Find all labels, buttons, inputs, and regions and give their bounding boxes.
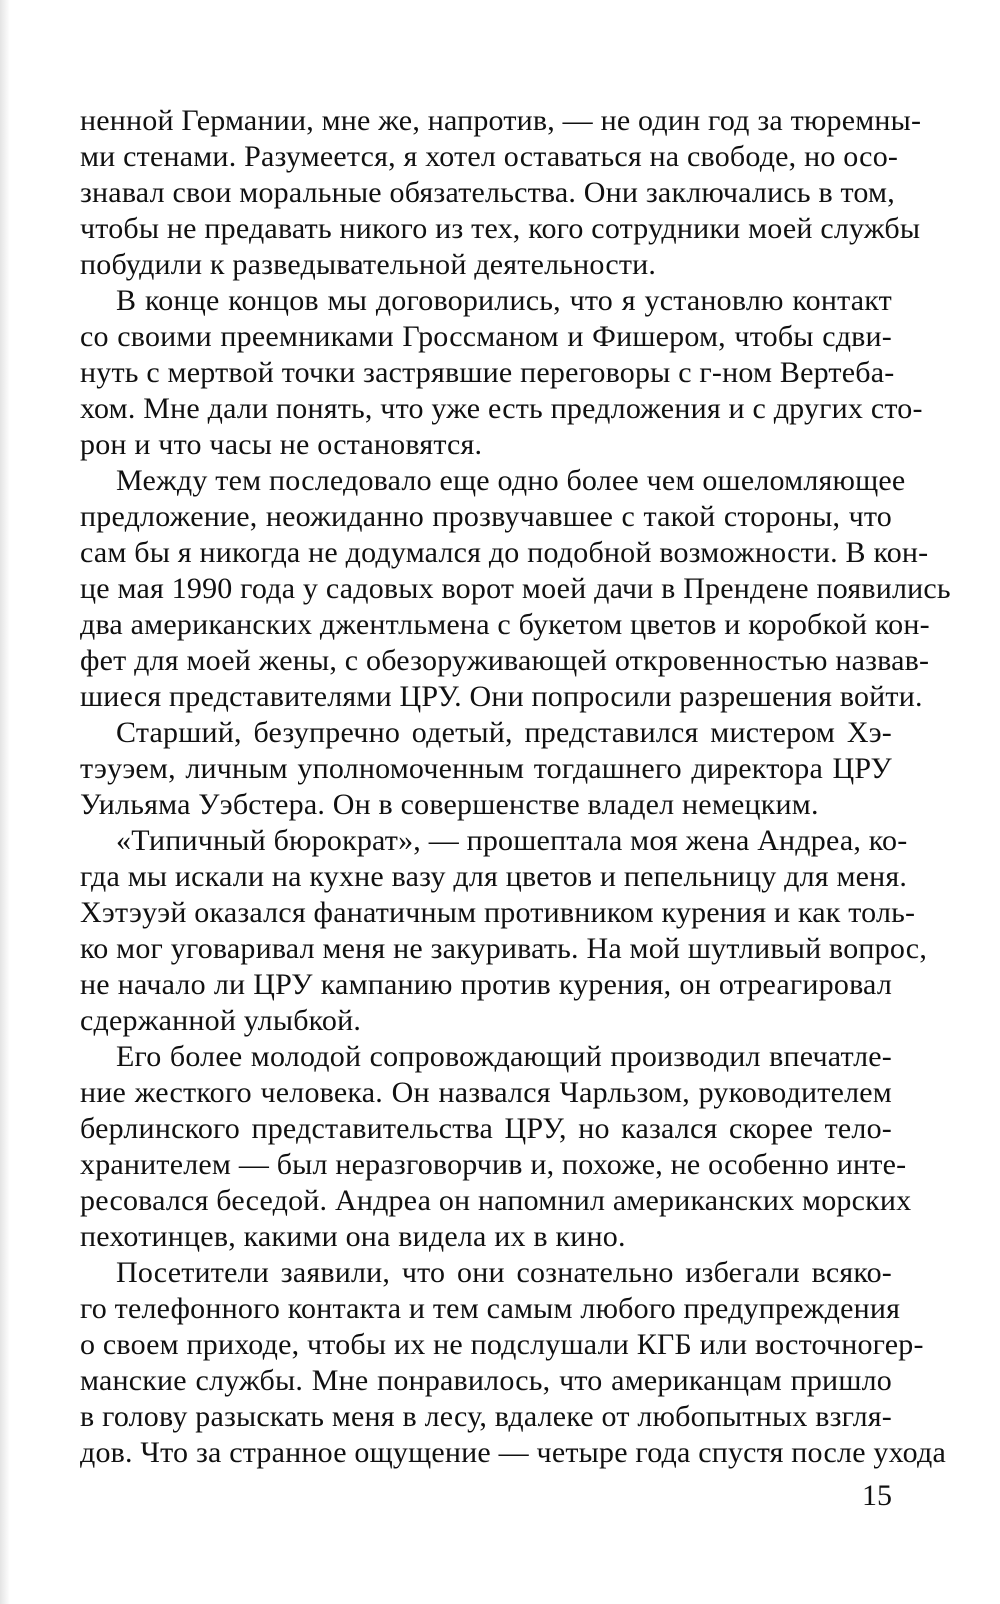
text-line: знавал свои моральные обязательства. Они заключались в том, xyxy=(80,176,895,209)
text-line: тэуэем, личным уполномоченным тогдашнего директора ЦРУ xyxy=(80,752,892,785)
text-line: ние жесткого человека. Он назвался Чарльзом, руководителем xyxy=(80,1076,892,1109)
text-line: Между тем последовало еще одно более чем ошеломляющее xyxy=(116,464,906,497)
text-line: Его более молодой сопровождающий производил впечатле- xyxy=(116,1040,892,1073)
text-line: ми стенами. Разумеется, я хотел оставаться на свободе, но осо- xyxy=(80,140,899,173)
text-line: в голову разыскать меня в лесу, вдалеке от любопытных взгля- xyxy=(80,1400,892,1433)
text-line: го телефонного контакта и тем самым любого предупреждения xyxy=(80,1292,901,1325)
text-line: В конце концов мы договорились, что я установлю контакт xyxy=(116,284,892,317)
text-line: предложение, неожиданно прозвучавшее с такой стороны, что xyxy=(80,500,892,533)
text-line: о своем приходе, чтобы их не подслушали КГБ или восточногер- xyxy=(80,1328,924,1361)
text-line: сдержанной улыбкой. xyxy=(80,1004,362,1037)
text-line: «Типичный бюрократ», — прошептала моя жена Андреа, ко- xyxy=(116,824,908,857)
text-line: Посетители заявили, что они сознательно избегали всяко- xyxy=(116,1256,892,1289)
text-line: Уильяма Уэбстера. Он в совершенстве владел немецким. xyxy=(80,788,819,821)
text-line: нуть с мертвой точки застрявшие переговоры с г-ном Вертеба- xyxy=(80,356,895,389)
text-line: це мая 1990 года у садовых ворот моей дачи в Прендене появились xyxy=(80,572,951,605)
text-line: два американских джентльмена с букетом цветов и коробкой кон- xyxy=(80,608,930,641)
text-line: побудили к разведывательной деятельности. xyxy=(80,248,657,281)
text-line: Хэтэуэй оказался фанатичным противником курения и как толь- xyxy=(80,896,916,929)
text-line: хранителем — был неразговорчив и, похоже, не особенно инте- xyxy=(80,1148,907,1181)
text-line: ресовался беседой. Андреа он напомнил американских морских xyxy=(80,1184,912,1217)
text-line: не начало ли ЦРУ кампанию против курения, он отреагировал xyxy=(80,968,892,1001)
body-text xyxy=(80,103,951,1471)
text-line: хом. Мне дали понять, что уже есть предложения и с других сто- xyxy=(80,392,923,425)
text-line: рон и что часы не остановятся. xyxy=(80,428,483,461)
text-line: чтобы не предавать никого из тех, кого сотрудники моей службы xyxy=(80,212,921,245)
text-line: Старший, безупречно одетый, представился мистером Хэ- xyxy=(116,716,892,749)
page-number: 15 xyxy=(862,1479,892,1512)
text-line: ко мог уговаривал меня не закуривать. На мой шутливый вопрос, xyxy=(80,932,928,965)
text-line: ненной Германии, мне же, напротив, — не один год за тюремны- xyxy=(80,104,922,137)
text-line: берлинского представительства ЦРУ, но казался скорее тело- xyxy=(80,1112,892,1145)
text-line: гда мы искали на кухне вазу для цветов и пепельницу для меня. xyxy=(80,860,908,893)
text-line: со своими преемниками Гроссманом и Фишером, чтобы сдви- xyxy=(80,320,892,353)
text-line: сам бы я никогда не додумался до подобной возможности. В кон- xyxy=(80,536,929,569)
text-line: дов. Что за странное ощущение — четыре года спустя после ухода xyxy=(80,1436,946,1469)
text-line: пехотинцев, какими она видела их в кино. xyxy=(80,1220,626,1253)
text-line: манские службы. Мне понравилось, что американцам пришло xyxy=(80,1364,892,1397)
text-line: фет для моей жены, с обезоруживающей откровенностью назвав- xyxy=(80,644,930,677)
text-line: шиеся представителями ЦРУ. Они попросили разрешения войти. xyxy=(80,680,923,713)
page-gutter-shadow xyxy=(0,0,10,1604)
